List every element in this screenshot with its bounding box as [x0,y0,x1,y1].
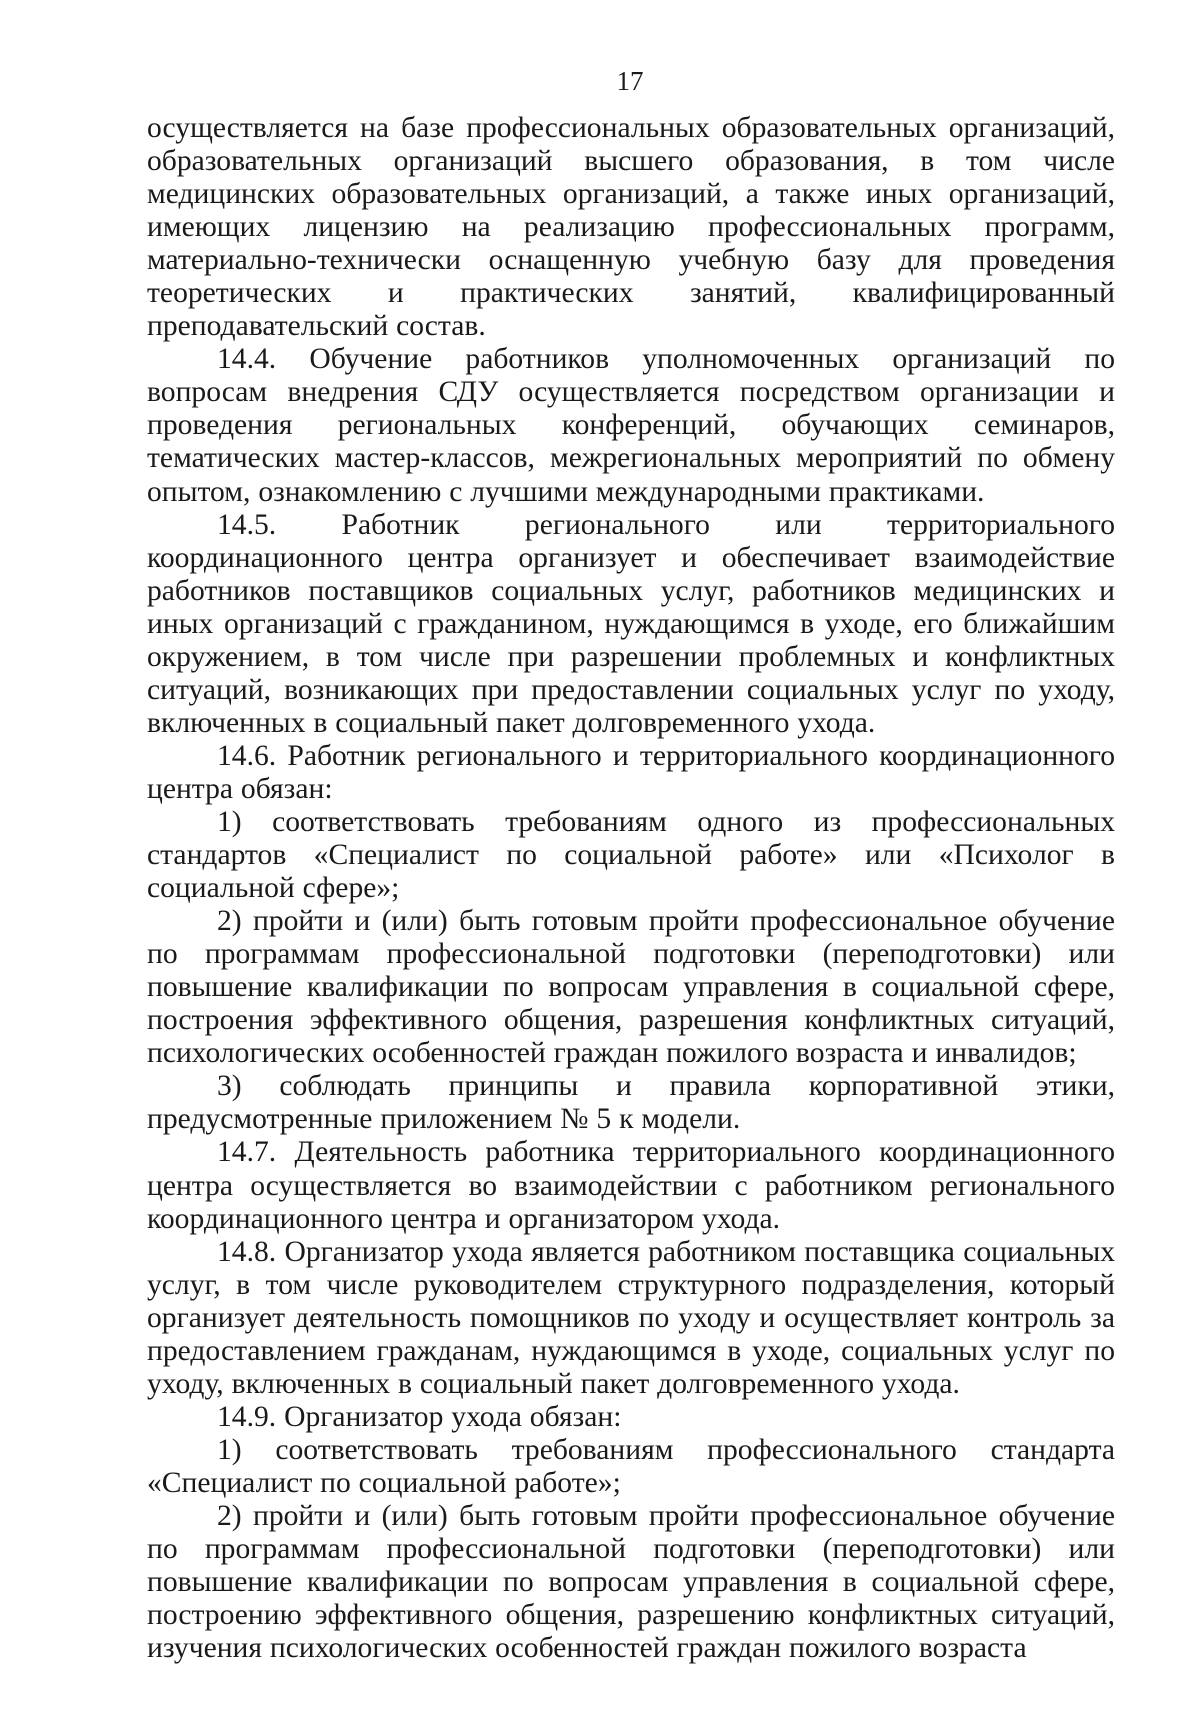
document-body [147,112,1115,1665]
list-item-14-6-3: 3) соблюдать принципы и правила корпоративной этики, предусмотренные приложением № 5 к модели. [147,1070,1115,1136]
list-item-14-6-1: 1) соответствовать требованиям одного из профессиональных стандартов «Специалист по социальной работе» или «Психолог в социальной сфере»; [147,805,1115,905]
list-item-14-6-2: 2) пройти и (или) быть готовым пройти профессиональное обучение по программам профессиональной подготовки (переподготовки) или повышение квалификации по вопросам управления в социальной сфере, построения эффективного общения, разрешения конфликтных ситуаций, психологических особенностей граждан пожилого возраста и инвалидов; [147,905,1115,1070]
list-item-14-9-2: 2) пройти и (или) быть готовым пройти профессиональное обучение по программам профессиональной подготовки (переподготовки) или повышение квалификации по вопросам управления в социальной сфере, построению эффективного общения, разрешению конфликтных ситуаций, изучения психологических особенностей граждан пожилого возраста [147,1499,1115,1665]
paragraph-14-6: 14.6. Работник регионального и территориального координационного центра обязан: [147,739,1115,805]
paragraph-14-9: 14.9. Организатор ухода обязан: [217,1400,622,1433]
list-item-14-9-1: 1) соответствовать требованиям профессионального стандарта «Специалист по социальной работе»; [147,1433,1115,1499]
paragraph-14-8: 14.8. Организатор ухода является работником поставщика социальных услуг, в том числе руководителем структурного подразделения, который организует деятельность помощников по уходу и осуществляет контроль за предоставлением гражданам, нуждающимся в уходе, социальных услуг по уходу, включенных в социальный пакет долговременного ухода. [147,1235,1115,1400]
paragraph-14-7: 14.7. Деятельность работника территориального координационного центра осуществляется во взаимодействии с работником регионального координационного центра и организатором ухода. [147,1136,1115,1235]
paragraph-14-5: 14.5. Работник регионального или территориального координационного центра организует и обеспечивает взаимодействие работников поставщиков социальных услуг, работников медицинских и иных организаций с гражданином, нуждающимся в уходе, его ближайшим окружением, в том числе при разрешении проблемных и конфликтных ситуаций, возникающих при предоставлении социальных услуг по уходу, включенных в социальный пакет долговременного ухода. [147,508,1115,739]
paragraph-14-4: 14.4. Обучение работников уполномоченных организаций по вопросам внедрения СДУ осуществляется посредством организации и проведения региональных конференций, обучающих семинаров, тематических мастер-классов, межрегиональных мероприятий по обмену опытом, ознакомлению с лучшими международными практиками. [147,343,1115,508]
page-number: 17 [616,66,644,96]
paragraph-continuation: осуществляется на базе профессиональных образовательных организаций, образовательных организаций высшего образования, в том числе медицинских образовательных организаций, а также иных организаций, имеющих лицензию на реализацию профессиональных программ, материально-технически оснащенную учебную базу для проведения теоретических и практических занятий, квалифицированный преподавательский состав. [147,112,1115,343]
